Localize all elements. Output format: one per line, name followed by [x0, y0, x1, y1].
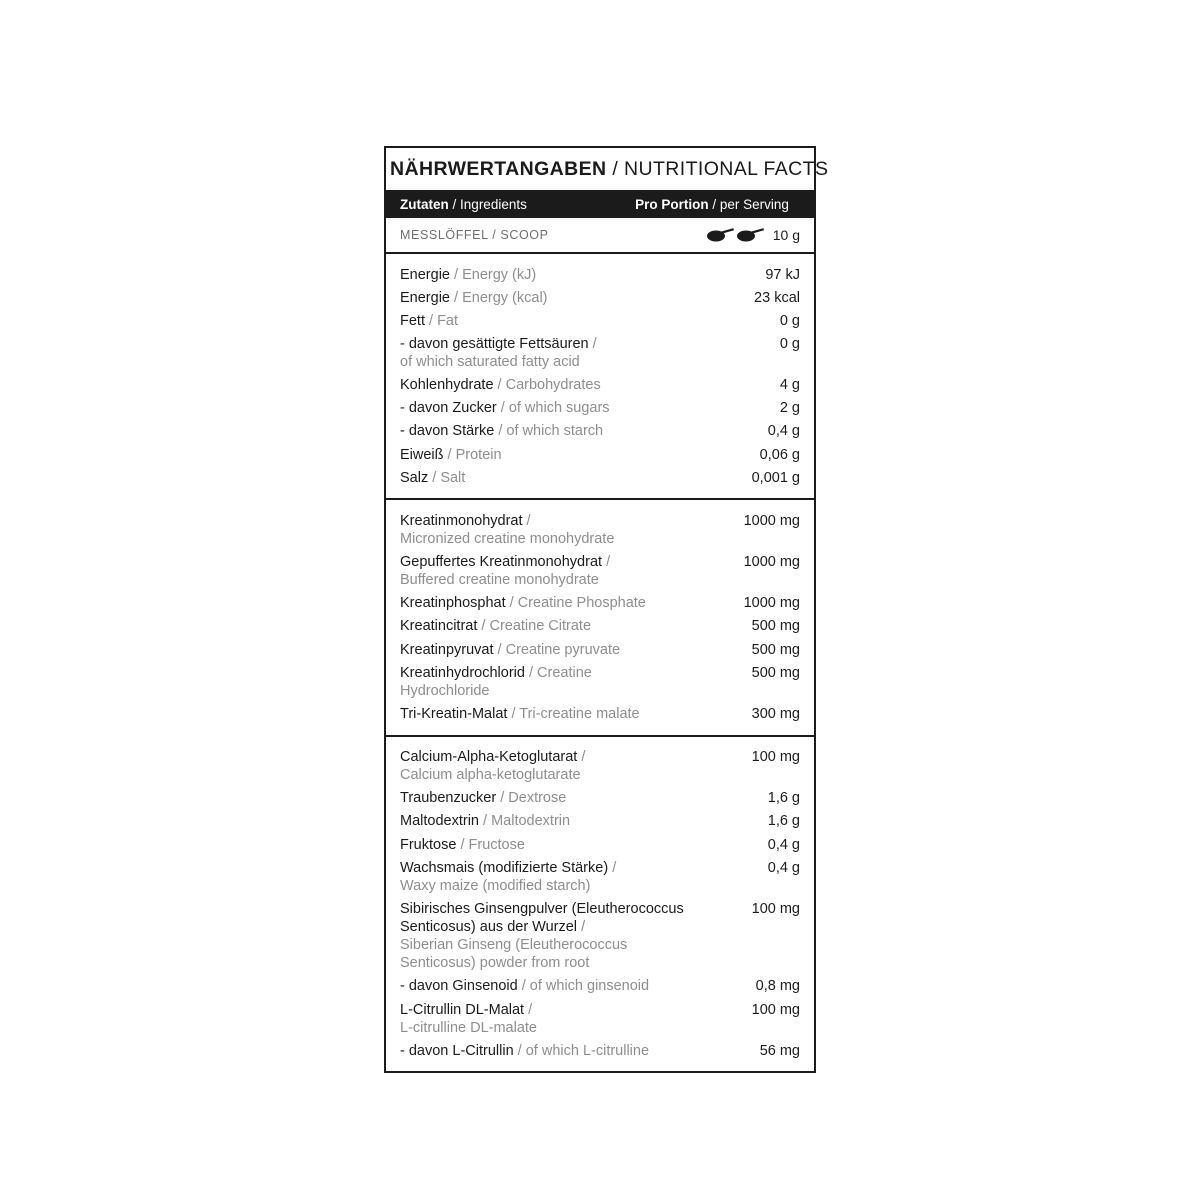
row-label-separator: /: [454, 289, 459, 306]
row-label-de: Energie: [400, 266, 450, 283]
row-labels: [386, 399, 660, 417]
row-label-de: - davon L-Citrullin: [400, 1042, 514, 1059]
serving-size-row: [386, 217, 814, 254]
row-labels: [386, 594, 660, 612]
row-value: 1,6 g: [767, 813, 800, 830]
table-row: [386, 746, 814, 787]
header-ingredients-separator: /: [452, 196, 457, 212]
table-row: [386, 638, 814, 661]
panel-title-en: NUTRITIONAL FACTS: [624, 158, 829, 180]
row-label-separator: /: [481, 618, 486, 635]
table-row: [386, 615, 814, 638]
row-value: 0,8 mg: [755, 978, 800, 995]
row-label-separator: /: [517, 1042, 522, 1059]
row-label-en-inline: Salt: [440, 469, 466, 486]
panel-title: [386, 148, 829, 190]
row-labels: [386, 1001, 660, 1037]
row-label-en-block: of which saturated fatty acid: [400, 354, 580, 370]
row-label-en-inline: Energy (kcal): [462, 289, 548, 306]
row-value: 1000 mg: [743, 512, 800, 529]
row-label-separator: /: [454, 266, 459, 283]
row-value: 2 g: [779, 400, 800, 417]
row-label-en-inline: Protein: [455, 446, 502, 463]
table-row: [386, 998, 814, 1039]
row-label-separator: /: [526, 512, 531, 529]
row-value: 1000 mg: [743, 554, 800, 570]
row-label-en-inline: Energy (kJ): [462, 266, 537, 283]
row-label-en-inline: Maltodextrin: [491, 813, 571, 830]
row-label-de: - davon gesättigte Fettsäuren: [400, 335, 589, 352]
row-label-en-inline: Creatine pyruvate: [505, 641, 621, 658]
row-value: 97 kJ: [765, 266, 800, 283]
row-label-de: Eiweiß: [400, 446, 444, 463]
header-serving-de: Pro Portion: [635, 196, 709, 212]
row-value: 500 mg: [751, 618, 800, 635]
row-label-en-inline: of which ginsenoid: [529, 978, 650, 995]
row-label-en-inline: Fructose: [468, 836, 525, 853]
row-label-separator: /: [581, 749, 586, 765]
row-labels: [386, 617, 660, 635]
table-row: [386, 810, 814, 833]
row-label-de: Kreatinmonohydrat: [400, 512, 523, 529]
table-row: [386, 592, 814, 615]
row-label-de: - davon Ginsenoid: [400, 978, 518, 995]
row-labels: [386, 812, 660, 830]
row-labels: [386, 335, 660, 371]
row-label-en-block: Micronized creatine monohydrate: [400, 530, 615, 547]
row-labels: [386, 312, 660, 330]
row-label-en-inline: Creatine Phosphate: [517, 595, 646, 612]
row-labels: [386, 900, 710, 973]
row-label-en-inline: Creatine Citrate: [489, 618, 592, 635]
row-value: 0,4 g: [767, 423, 800, 440]
row-value: 4 g: [779, 377, 800, 394]
row-labels: [386, 748, 660, 784]
row-label-de: Maltodextrin: [400, 813, 479, 830]
row-labels: [386, 705, 660, 723]
row-label-separator: /: [521, 978, 526, 995]
row-labels: [386, 836, 660, 854]
row-label-de: Salz: [400, 469, 429, 486]
table-header-row: [386, 190, 814, 217]
table-row: [386, 661, 814, 702]
row-value: 0,4 g: [767, 859, 800, 876]
table-row: [386, 374, 814, 397]
row-label-de: Gepuffertes Kreatinmonohydrat: [400, 554, 603, 570]
row-label-de: Kreatinphosphat: [400, 595, 506, 612]
row-label-de: Traubenzucker: [400, 790, 497, 807]
row-value: 500 mg: [751, 641, 800, 658]
row-label-separator: /: [447, 446, 452, 463]
serving-size-amount: 10 g: [772, 227, 800, 243]
row-label-en-block: Buffered creatine monohydrate: [400, 572, 599, 589]
row-labels: [386, 289, 660, 307]
row-label-separator: /: [500, 790, 505, 807]
row-labels: [386, 446, 660, 464]
header-serving-separator: /: [712, 196, 717, 212]
row-value: 56 mg: [759, 1042, 800, 1059]
row-labels: [386, 266, 660, 284]
row-label-en-block: Calcium alpha-ketoglutarate: [400, 767, 581, 784]
row-label-de: Kreatincitrat: [400, 618, 478, 635]
row-label-separator: /: [528, 1001, 533, 1018]
row-value: 300 mg: [751, 705, 800, 722]
table-row: [386, 897, 814, 975]
row-label-de: - davon Stärke: [400, 423, 495, 440]
row-labels: [386, 641, 660, 659]
table-row: [386, 263, 814, 286]
row-label-de: Kohlenhydrate: [400, 377, 494, 394]
row-label-de: Fett: [400, 312, 425, 329]
row-label-separator: /: [509, 595, 514, 612]
section-additional-ingredients: [386, 737, 814, 1072]
row-label-separator: /: [483, 813, 488, 830]
scoop-icon: [705, 225, 767, 245]
table-row: [386, 833, 814, 856]
panel-title-de: NÄHRWERTANGABEN: [390, 158, 607, 180]
row-value: 0,001 g: [751, 469, 800, 486]
row-label-de: Kreatinhydrochlorid: [400, 664, 525, 681]
table-row: [386, 397, 814, 420]
serving-size-label: MESSLÖFFEL / SCOOP: [400, 228, 549, 242]
row-label-separator: /: [592, 335, 597, 352]
table-row: [386, 1039, 814, 1062]
row-value: 1000 mg: [743, 595, 800, 612]
table-row: [386, 443, 814, 466]
row-label-de: Calcium-Alpha-Ketoglutarat: [400, 749, 578, 765]
table-header-serving: [612, 197, 814, 212]
row-label-de: Energie: [400, 289, 450, 306]
row-label-en-inline: Fat: [437, 312, 459, 329]
row-labels: [386, 789, 660, 807]
table-row: [386, 787, 814, 810]
row-labels: [386, 977, 660, 995]
section-creatine-matrix: [386, 500, 814, 736]
row-label-de: Kreatinpyruvat: [400, 641, 494, 658]
row-value: 100 mg: [751, 749, 800, 765]
row-labels: [386, 859, 660, 895]
row-label-separator: /: [612, 859, 617, 876]
table-row: [386, 551, 814, 592]
row-label-separator: /: [498, 423, 503, 440]
row-label-en-inline: Carbohydrates: [505, 377, 601, 394]
table-row: [386, 309, 814, 332]
header-serving-en: per Serving: [719, 196, 789, 212]
row-label-separator: /: [511, 705, 516, 722]
table-row: [386, 702, 814, 725]
row-label-de: - davon Zucker: [400, 400, 497, 417]
row-label-de: Sibirisches Ginsengpulver (Eleutherococcus Senticosus) aus der Wurzel: [400, 900, 684, 935]
section-nutrition-basics: [386, 254, 814, 500]
table-header-ingredients: [386, 197, 612, 212]
row-label-en-inline: of which L-citrulline: [525, 1042, 650, 1059]
serving-size-value-group: [600, 225, 814, 245]
row-value: 23 kcal: [754, 289, 800, 306]
panel-title-separator: /: [612, 158, 619, 180]
table-row: [386, 332, 814, 373]
row-label-en-inline: of which starch: [506, 423, 604, 440]
header-ingredients-de: Zutaten: [400, 196, 449, 212]
row-labels: [386, 512, 660, 548]
table-row: [386, 975, 814, 998]
row-value: 0 g: [779, 312, 800, 329]
row-label-de: L-Citrullin DL-Malat: [400, 1001, 525, 1018]
row-label-en-block: L-citrulline DL-malate: [400, 1019, 537, 1036]
row-labels: [386, 422, 660, 440]
row-value: 100 mg: [751, 1001, 800, 1018]
row-label-separator: /: [500, 400, 505, 417]
row-label-en-inline: of which sugars: [508, 400, 610, 417]
row-label-separator: /: [581, 919, 586, 935]
row-value: 0,06 g: [759, 446, 800, 463]
row-label-separator: /: [432, 469, 437, 486]
row-label-de: Wachsmais (modifizierte Stärke): [400, 859, 609, 876]
row-value: 0,4 g: [767, 836, 800, 853]
row-labels: [386, 553, 660, 589]
row-label-en-inline: Tri-creatine malate: [519, 705, 640, 722]
row-value: 1,6 g: [767, 790, 800, 807]
table-row: [386, 286, 814, 309]
row-labels: [386, 1042, 660, 1060]
row-value: 0 g: [779, 335, 800, 352]
row-labels: [386, 376, 660, 394]
table-row: [386, 856, 814, 897]
table-row: [386, 420, 814, 443]
row-labels: [386, 664, 671, 700]
row-label-de: Tri-Kreatin-Malat: [400, 705, 508, 722]
row-label-en-inline: Dextrose: [508, 790, 567, 807]
row-label-en-block: Siberian Ginseng (Eleutherococcus Senticosus) powder from root: [400, 937, 628, 972]
row-label-de: Fruktose: [400, 836, 457, 853]
row-label-separator: /: [497, 641, 502, 658]
row-label-en-block: Waxy maize (modified starch): [400, 877, 591, 894]
row-label-separator: /: [606, 554, 611, 570]
row-label-separator: /: [460, 836, 465, 853]
row-labels: [386, 469, 660, 487]
header-ingredients-en: Ingredients: [460, 196, 527, 212]
table-row: [386, 466, 814, 489]
row-label-separator: /: [429, 312, 434, 329]
row-label-separator: /: [528, 664, 533, 681]
row-label-en-inline: Creatine Hydrochloride: [400, 664, 592, 699]
table-row: [386, 509, 814, 550]
nutrition-facts-panel: [384, 146, 829, 1073]
row-value: 500 mg: [751, 664, 800, 681]
row-value: 100 mg: [751, 900, 800, 917]
row-label-separator: /: [497, 377, 502, 394]
